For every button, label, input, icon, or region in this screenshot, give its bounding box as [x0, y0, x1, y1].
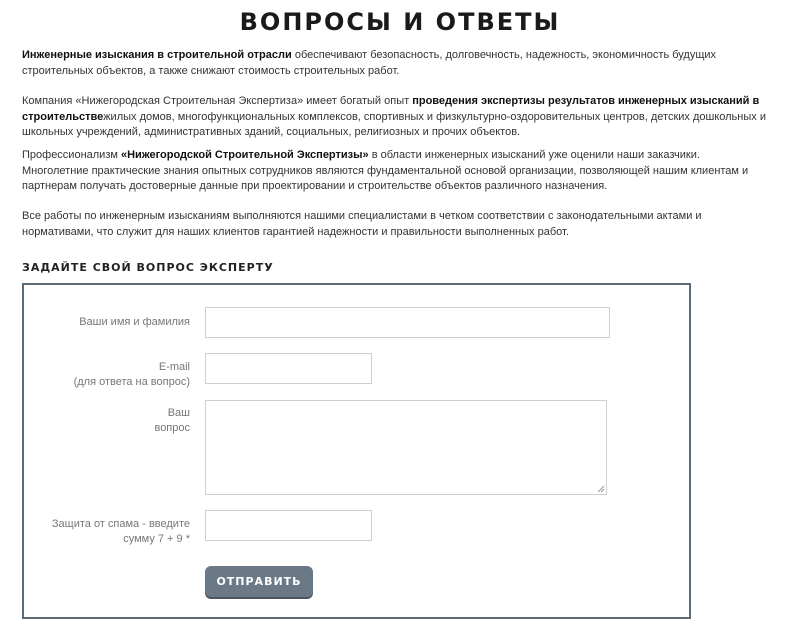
intro-paragraph-2 — [22, 94, 767, 141]
question-label — [154, 406, 190, 436]
email-label — [74, 360, 190, 390]
question-label-line-2: вопрос — [154, 422, 190, 434]
email-label-line-1: E-mail — [158, 361, 190, 373]
email-label-line-2: (для ответа на вопрос) — [73, 376, 190, 388]
intro-paragraph-1-bold: Инженерные изыскания в строительной отрасли — [22, 49, 292, 61]
captcha-label-line-2: сумму 7 + 9 * — [123, 533, 190, 545]
name-label-text: Ваши имя и фамилия — [79, 316, 190, 328]
name-label — [79, 315, 190, 330]
intro-paragraph-4-text: Все работы по инженерным изысканиям выполняются нашими специалистами в четком соответствии с законодательными актами и нормативами, что служит для наших клиентов гарантией надежности и правильности выполненных работ. — [22, 210, 702, 238]
intro-paragraph-1-text: обеспечивают безопасность, долговечность, надежность, экономичность будущих строительных объектов, а также снижают стоимость строительных работ. — [22, 49, 717, 77]
name-input[interactable] — [205, 307, 610, 338]
intro-paragraph-4 — [22, 209, 767, 240]
form-heading: ЗАДАЙТЕ СВОЙ ВОПРОС ЭКСПЕРТУ — [22, 261, 274, 274]
captcha-label — [52, 517, 190, 547]
intro-paragraph-2-bold: проведения экспертизы результатов инженерных изысканий в строительстве — [22, 95, 760, 123]
submit-button[interactable]: ОТПРАВИТЬ — [205, 566, 313, 597]
page-title: ВОПРОСЫ И ОТВЕТЫ — [239, 8, 561, 36]
captcha-label-line-1: Защита от спама - введите — [51, 518, 190, 530]
resize-grip-icon[interactable] — [597, 485, 605, 493]
intro-paragraph-3-text-a: Профессионализм — [22, 149, 121, 161]
email-input[interactable] — [205, 353, 372, 384]
intro-paragraph-1 — [22, 48, 767, 79]
intro-paragraph-2-text-b: жилых домов, многофункциональных комплексов, спортивных и физкультурно-оздоровительных центров, детских дошкольных и школьных учреждений, административных зданий, социальных, религиозных и прочих объектов. — [22, 110, 766, 138]
intro-paragraph-3-bold: «Нижегородской Строительной Экспертизы» — [121, 149, 369, 161]
captcha-input[interactable] — [205, 510, 372, 541]
intro-paragraph-3-text-b: в области инженерных изысканий уже оценили наши заказчики. Многолетние практические знания опытных сотрудников являются фундаментальной основой организации, позволяющей нашим клиентам и партнерам получать достоверные данные при проектировании и строительстве объектов различного назначения. — [22, 149, 749, 192]
intro-paragraph-2-text-a: Компания «Нижегородская Строительная Экспертиза» имеет богатый опыт — [22, 95, 413, 107]
question-textarea[interactable] — [205, 400, 607, 495]
question-label-line-1: Ваш — [167, 407, 190, 419]
intro-paragraph-3 — [22, 148, 767, 195]
